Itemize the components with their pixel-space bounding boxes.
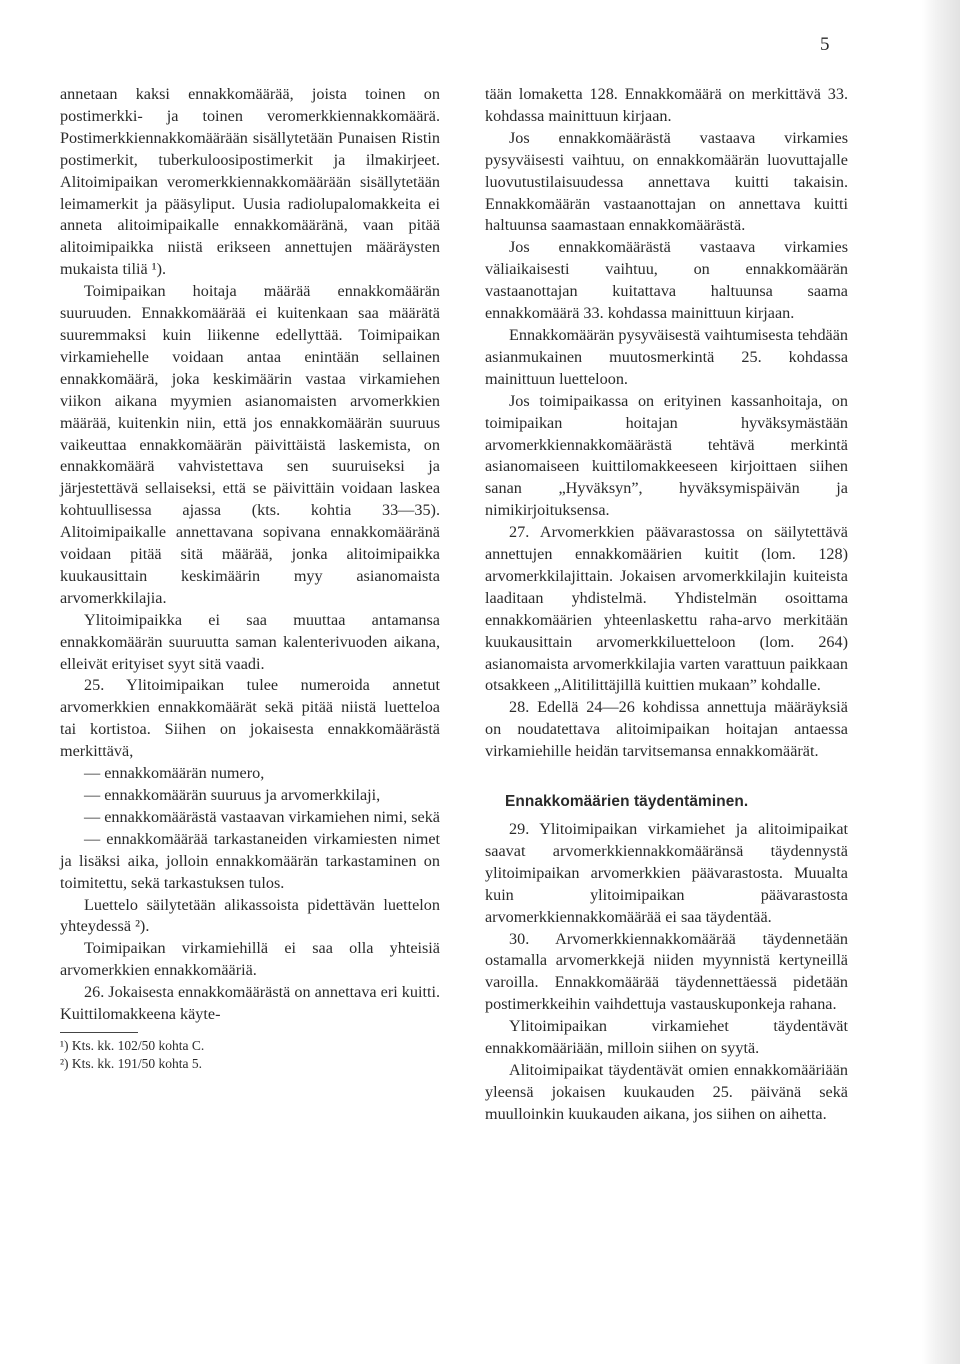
- paragraph: annetaan kaksi ennakkomäärää, joista toinen on postimerkki- ja toinen veromerkkiennakkomäärä. Postimerkkiennakkomäärään sisällytetään Punaisen Ristin postimerkit, tuberkuloosipostimerkit ja ilmakirjeet. Alitoimipaikan veromerkkiennakkomäärään sisällytetään leimamerkit ja pääsyliput. Uusia radiolupalomakkeita ei anneta alitoimipaikalle ennakkomääränä, vaan pitää alitoimipaikka niistä erikseen annettujen määräysten mukaista tiliä ¹).: [60, 85, 440, 279]
- footnote-divider: [60, 1032, 138, 1033]
- footnote: ¹) Kts. kk. 102/50 kohta C.: [60, 1037, 205, 1053]
- paragraph: 28. Edellä 24—26 kohdissa annettuja määräyksiä on noudatettava alitoimipaikan hoitajan antaessa virkamiehille heidän tarvitsemansa ennakkomäärät.: [485, 698, 848, 761]
- paragraph: Ylitoimipaikka ei saa muuttaa antamansa ennakkomäärän suuruutta saman kalenterivuoden aikana, elleivät erityiset syyt sitä vaadi.: [60, 610, 440, 673]
- paragraph: 29. Ylitoimipaikan virkamiehet ja alitoimipaikat saavat arvomerkkiennakkomääränsä täydennystä ylitoimipaikan arvomerkkien päävarastosta. Muualta kuin ylitoimipaikan päävarastosta arvomerkkiennakkomäärää ei saa täydentää.: [485, 820, 848, 926]
- paragraph: Luettelo säilytetään alikassoista pidettävän luettelon yhteydessä ²).: [60, 895, 440, 936]
- paragraph: Jos ennakkomäärästä vastaava virkamies pysyväisesti vaihtuu, on ennakkomäärän luovuttajalle luovutustilaisuudessa annettava kuitti takaisin. Ennakkomäärän vastaanottajan on annettava kuitti haltuunsa saamastaan ennakkomäärästä.: [485, 128, 848, 235]
- paragraph: Jos toimipaikassa on erityinen kassanhoitaja, on toimipaikan hoitajan hyväksymästään arvomerkkiennakkomäärästä tehtävä merkintä asianomaiseen kuittilomakkeeseen kirjoittaen siihen sanan „Hyväksyn”, hyväksymispäivän ja nimikirjoituksensa.: [485, 391, 848, 520]
- right-column-body-lower: [485, 819, 848, 1126]
- paragraph: 25. Ylitoimipaikan tulee numeroida annetut arvomerkkien ennakkomäärät sekä pitää niistä luetteloa tai kortistoa. Siihen on jokaisesta ennakkomäärästä merkittävä,: [60, 676, 440, 761]
- page-number: 5: [820, 34, 830, 55]
- right-column-body-upper: [485, 84, 848, 763]
- scan-shadow-edge: [922, 0, 960, 1364]
- left-column-body: [60, 84, 440, 1026]
- left-column: [60, 84, 440, 1073]
- paragraph: — ennakkomäärää tarkastaneiden virkamiesten nimet ja lisäksi aika, jolloin ennakkomäärän tarkastaminen on toimitettu, sekä tarkastuksen tulos.: [60, 829, 440, 892]
- paragraph: 26. Jokaisesta ennakkomäärästä on annettava eri kuitti. Kuittilomakkeena käyte-: [60, 983, 441, 1024]
- paragraph: — ennakkomäärästä vastaavan virkamiehen nimi, sekä: [84, 807, 440, 826]
- paragraph: — ennakkomäärän numero,: [84, 764, 265, 783]
- right-column: [485, 84, 848, 1126]
- section-heading: Ennakkomäärien täydentäminen.: [505, 793, 749, 811]
- paragraph: 27. Arvomerkkien päävarastossa on säilytettävä annettujen ennakkomäärien kuitit (lom. 128) arvomerkkilajittain. Jokaisen arvomerkkilajin kuiteista laaditaan yhdistelmä. Yhdistelmän osoittama ennakkomäärien yhteenlaskettu raha-arvo merkitään kuukausittain arvomerkkiluetteloon (lom. 264) asianomaista arvomerkkilajia varten varattuun paikkaan otsakkeen „Alitilittäjillä kuittien mukaan” kohdalle.: [485, 523, 848, 695]
- footnote: ²) Kts. kk. 191/50 kohta 5.: [60, 1055, 203, 1071]
- paragraph: Alitoimipaikat täydentävät omien ennakkomääriään yleensä jokaisen kuukauden 25. päivänä sekä muulloinkin kuukauden aikana, jos siihen on aihetta.: [485, 1060, 848, 1123]
- paragraph: tään lomaketta 128. Ennakkomäärä on merkittävä 33. kohdassa mainittuun kirjaan.: [485, 85, 848, 125]
- paragraph: Jos ennakkomäärästä vastaava virkamies väliaikaisesti vaihtuu, on ennakkomäärän vastaanottajan kuitattava haltuunsa saama ennakkomäärä 33. kohdassa mainittuun kirjaan.: [485, 238, 848, 323]
- paragraph: Toimipaikan hoitaja määrää ennakkomäärän suuruuden. Ennakkomäärää ei kuitenkaan saa määrätä suuremmaksi kuin liikenne edellyttää. Toimipaikan virkamiehelle voidaan antaa enintään sellainen ennakkomäärä, joka keskimäärin vastaa virkamiehen viikon aikana myymien asianomaisten arvomerkkien määrää, kuitenkin niin, että jos ennakkomäärän suuruus vaikeuttaa ennakkomäärän päivittäistä laskemista, on ennakkomäärä vahvistettava sen suuruiseksi ja järjestettävä sellaiseksi, että se päivittäin voidaan laskea kohtuullisessa ajassa (kts. kohtia 33—35). Alitoimipaikalle annettavana sopivana ennakkomääränä voidaan pitää sitä määrää, jonka alitoimipaikka kuukausittain keskimäärin myy asianomaista arvomerkkilajia.: [60, 282, 440, 607]
- paragraph: Ylitoimipaikan virkamiehet täydentävät ennakkomääriään, milloin siihen on syytä.: [485, 1017, 848, 1058]
- paragraph: — ennakkomäärän suuruus ja arvomerkkilaji,: [84, 786, 381, 804]
- paragraph: Toimipaikan virkamiehillä ei saa olla yhteisiä arvomerkkien ennakkomääriä.: [60, 939, 440, 980]
- paragraph: Ennakkomäärän pysyväisestä vaihtumisesta tehdään asianmukainen muutosmerkintä 25. kohdassa mainittuun luetteloon.: [485, 325, 848, 388]
- paragraph: 30. Arvomerkkiennakkomäärää täydennetään ostamalla arvomerkkejä niiden myynnistä kertyneillä varoilla. Ennakkomäärää täydennettäessä pidetään postimerkkeihin vaihdettuja vastauskuponkeja rahana.: [485, 929, 848, 1014]
- footnotes: [60, 1037, 440, 1073]
